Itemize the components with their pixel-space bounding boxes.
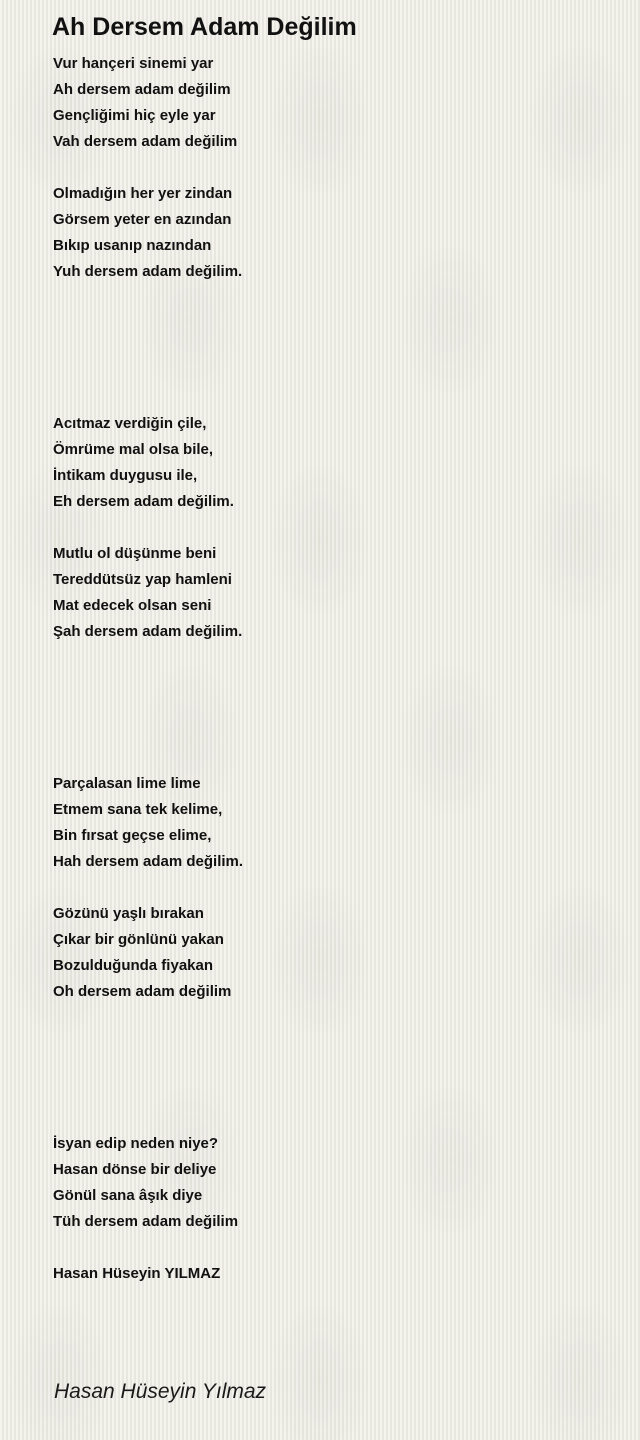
poem-line: Çıkar bir gönlünü yakan <box>53 931 224 948</box>
stanza-4 <box>53 541 242 645</box>
poem-line: Ömrüme mal olsa bile, <box>53 441 214 458</box>
stanza-3 <box>53 411 234 515</box>
poem-line: Yuh dersem adam değilim. <box>53 263 243 280</box>
poem-line: Etmem sana tek kelime, <box>53 801 223 818</box>
poem-line: Ah dersem adam değilim <box>53 81 231 98</box>
poem-line: Olmadığın her yer zindan <box>53 185 233 202</box>
poem-line: Vah dersem adam değilim <box>53 133 238 150</box>
poem-line: Eh dersem adam değilim. <box>53 493 234 510</box>
poem-line: Vur hançeri sinemi yar <box>53 55 214 72</box>
poem-line: Tüh dersem adam değilim <box>53 1213 239 1230</box>
poem-line: Gençliğimi hiç eyle yar <box>53 107 216 124</box>
poem-line: Mutlu ol düşünme beni <box>53 545 217 562</box>
poem-line: Gözünü yaşlı bırakan <box>53 905 204 922</box>
stanza-6 <box>53 901 231 1005</box>
stanza-1 <box>53 51 237 155</box>
poem-line: Hah dersem adam değilim. <box>53 853 244 870</box>
poem-line: Hasan dönse bir deliye <box>53 1161 217 1178</box>
poem-title: Ah Dersem Adam Değilim <box>52 13 357 41</box>
poem-line: Bin fırsat geçse elime, <box>53 827 212 844</box>
author-name-footer: Hasan Hüseyin Yılmaz <box>54 1380 267 1403</box>
poem-line: Tereddütsüz yap hamleni <box>53 571 232 588</box>
poem-line: Oh dersem adam değilim <box>53 983 232 1000</box>
poem-line: Bıkıp usanıp nazından <box>53 237 212 254</box>
poem-signature: Hasan Hüseyin YILMAZ <box>53 1265 221 1282</box>
poem-line: Gönül sana âşık diye <box>53 1187 203 1204</box>
stanza-5 <box>53 771 243 875</box>
poem-line: Acıtmaz verdiğin çile, <box>53 415 207 432</box>
poem-line: Bozulduğunda fiyakan <box>53 957 214 974</box>
stanza-2 <box>53 181 242 285</box>
poem-line: İsyan edip neden niye? <box>53 1135 219 1152</box>
poem-line: Şah dersem adam değilim. <box>53 623 243 640</box>
stanza-7 <box>53 1131 238 1235</box>
poem-line: Görsem yeter en azından <box>53 211 232 228</box>
poem-line: Parçalasan lime lime <box>53 775 201 792</box>
poem-line: İntikam duygusu ile, <box>53 467 198 484</box>
poem-line: Mat edecek olsan seni <box>53 597 212 614</box>
